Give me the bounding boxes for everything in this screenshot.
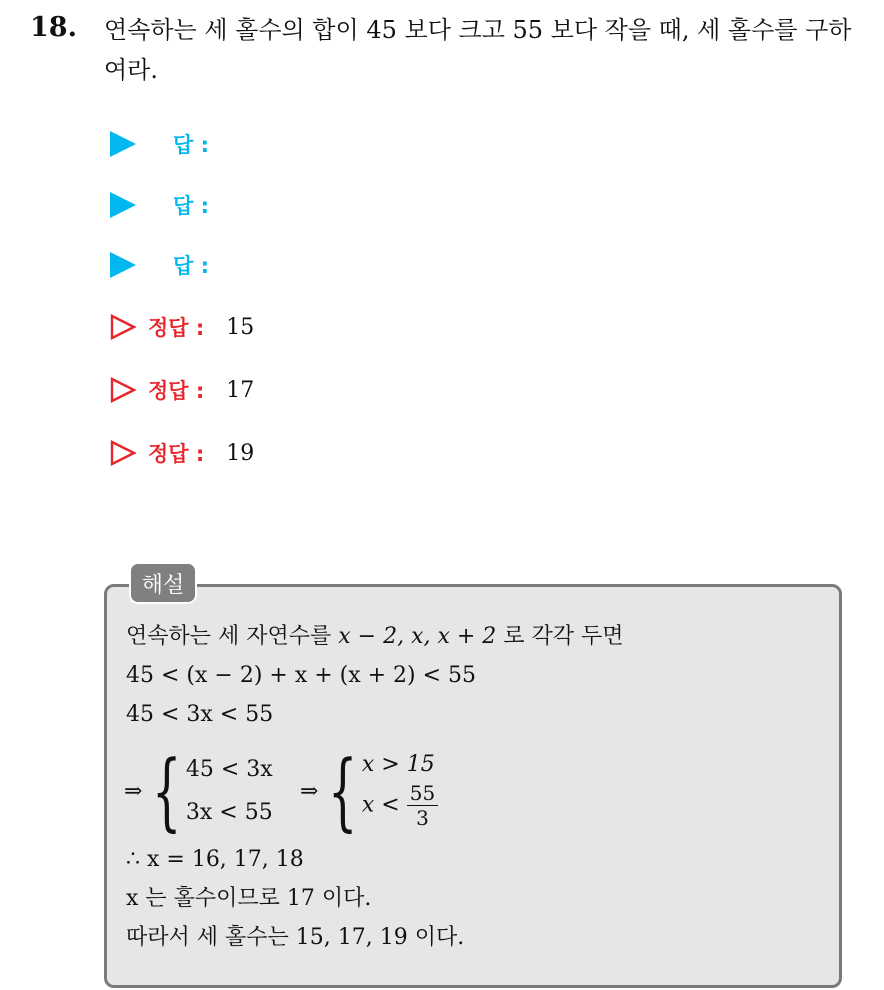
answer-row[interactable] [110, 124, 209, 164]
play-triangle-icon [110, 192, 136, 218]
correct-answer-row [110, 370, 254, 410]
play-triangle-icon [110, 131, 136, 157]
inequality-system [124, 742, 273, 840]
solution-line: 45 < (x − 2) + x + (x + 2) < 55 [126, 663, 477, 688]
system-line: 45 < 3x [185, 757, 273, 782]
outline-triangle-icon [110, 314, 136, 340]
solution-line: ∴ x = 16, 17, 18 [126, 847, 304, 872]
correct-label: 정답 : [148, 379, 205, 403]
answer-label: 답 : [173, 254, 209, 278]
solution-line: 따라서 세 홀수는 15, 17, 19 이다. [126, 925, 465, 950]
correct-answer-row [110, 307, 254, 347]
outline-triangle-icon [110, 440, 136, 466]
implies-arrow: ⇒ [124, 778, 143, 804]
answer-label: 답 : [173, 194, 209, 218]
outline-triangle-icon [110, 377, 136, 403]
left-brace: { [328, 742, 358, 840]
answer-row[interactable] [110, 245, 209, 285]
solution-line: 45 < 3x < 55 [126, 702, 274, 727]
left-brace: { [152, 742, 182, 840]
system-line: x > 15 [361, 752, 435, 777]
system-line: 3x < 55 [185, 800, 273, 825]
play-triangle-icon [110, 252, 136, 278]
solution-tag: 해설 [129, 562, 197, 604]
implies-arrow: ⇒ [300, 778, 319, 804]
solution-line: 연속하는 세 자연수를 x − 2, x, x + 2 로 각각 두면 [126, 624, 624, 649]
correct-value: 19 [226, 440, 255, 466]
correct-value: 17 [226, 377, 255, 403]
system-line: x < $\frac{55}{3}$ [362, 781, 438, 830]
inequality-system [300, 742, 438, 840]
question-number: 18. [30, 12, 77, 43]
correct-label: 정답 : [148, 316, 205, 340]
answer-label: 답 : [173, 133, 209, 157]
correct-value: 15 [226, 314, 255, 340]
question-text: 연속하는 세 홀수의 합이 45 보다 크고 55 보다 작을 때, 세 홀수를 구하여라. [104, 16, 852, 84]
answer-row[interactable] [110, 185, 209, 225]
correct-answer-row [110, 433, 254, 473]
solution-line: x 는 홀수이므로 17 이다. [126, 886, 372, 911]
correct-label: 정답 : [148, 442, 205, 466]
fraction: $\frac{55}{3}$ [407, 781, 438, 830]
